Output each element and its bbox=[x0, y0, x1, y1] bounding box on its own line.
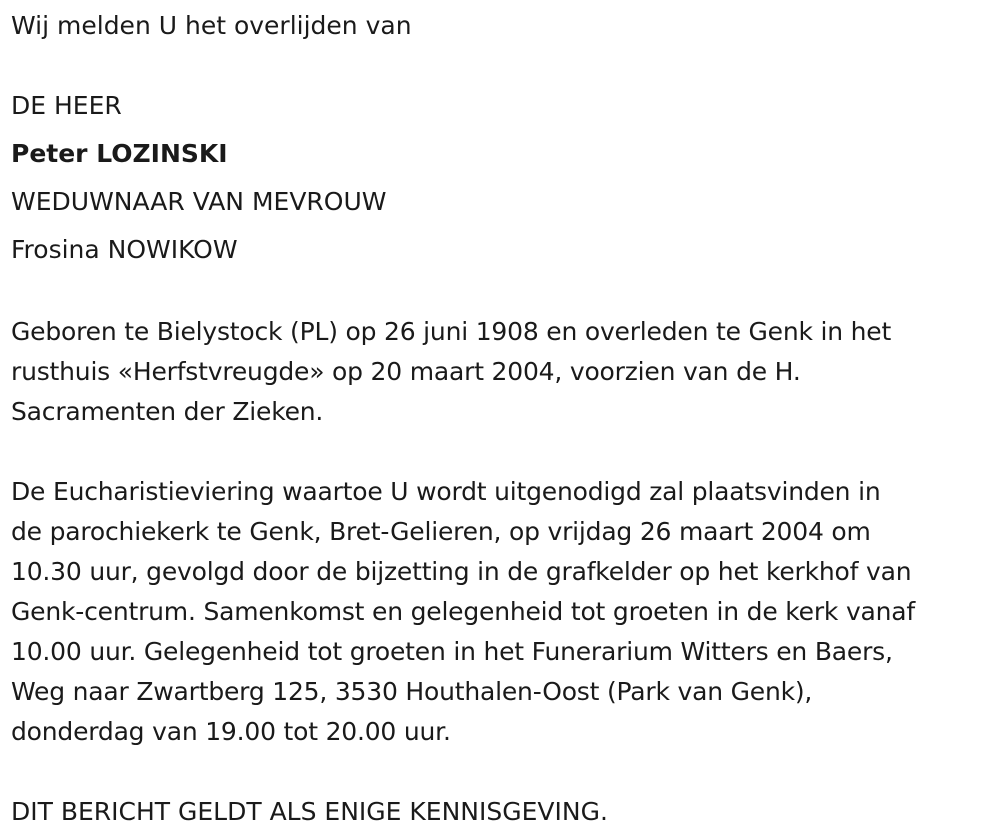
deceased-title: DE HEER bbox=[11, 91, 122, 120]
death-notice bbox=[11, 0, 991, 832]
paragraph-line: de parochiekerk te Genk, Bret-Gelieren, op vrijdag 26 maart 2004 om bbox=[11, 517, 871, 546]
spouse-name: Frosina NOWIKOW bbox=[11, 235, 238, 264]
paragraph-line: Genk-centrum. Samenkomst en gelegenheid tot groeten in de kerk vanaf bbox=[11, 597, 916, 626]
spacer bbox=[11, 50, 991, 82]
paragraph-line: Sacramenten der Zieken. bbox=[11, 397, 324, 426]
paragraph-line: De Eucharistieviering waartoe U wordt uitgenodigd zal plaatsvinden in bbox=[11, 477, 881, 506]
paragraph-line: donderdag van 19.00 tot 20.00 uur. bbox=[11, 717, 451, 746]
birth-death-paragraph bbox=[11, 312, 991, 432]
paragraph-line: Weg naar Zwartberg 125, 3530 Houthalen-Oost (Park van Genk), bbox=[11, 677, 813, 706]
paragraph-line: 10.00 uur. Gelegenheid tot groeten in het Funerarium Witters en Baers, bbox=[11, 637, 893, 666]
paragraph-line: Geboren te Bielystock (PL) op 26 juni 1908 en overleden te Genk in het bbox=[11, 317, 892, 346]
paragraph-line: rusthuis «Herfstvreugde» op 20 maart 2004, voorzien van de H. bbox=[11, 357, 801, 386]
paragraph-line: 10.30 uur, gevolgd door de bijzetting in de grafkelder op het kerkhof van bbox=[11, 557, 912, 586]
relation-text: WEDUWNAAR VAN MEVROUW bbox=[11, 187, 387, 216]
intro-text: Wij melden U het overlijden van bbox=[11, 11, 412, 40]
deceased-name: Peter LOZINSKI bbox=[11, 139, 228, 168]
closing-statement: DIT BERICHT GELDT ALS ENIGE KENNISGEVING. bbox=[11, 797, 608, 826]
ceremony-paragraph bbox=[11, 472, 991, 752]
